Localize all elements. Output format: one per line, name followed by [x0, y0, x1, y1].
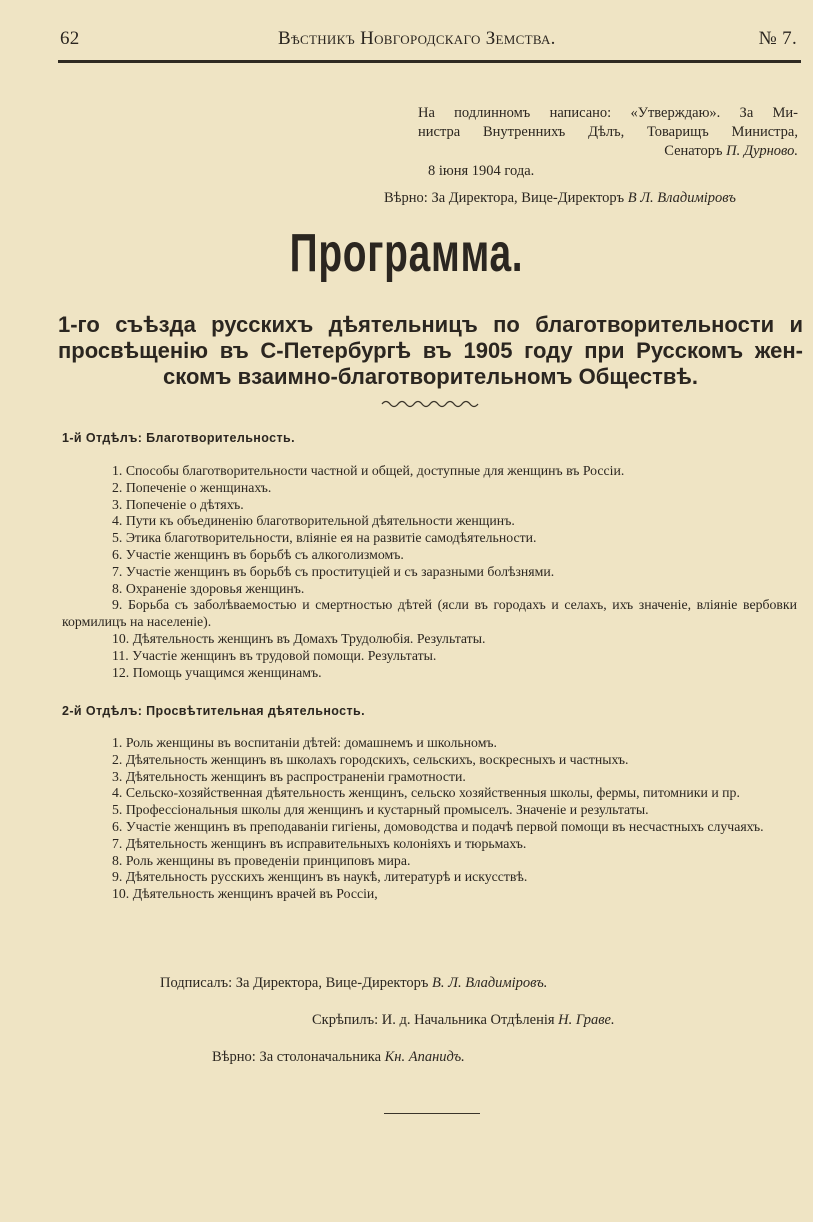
item-number: 5.	[112, 530, 123, 546]
item-text: Охраненіе здоровья женщинъ.	[125, 580, 305, 596]
signature-text: Скрѣпилъ: И. д. Начальника Отдѣленія	[312, 1012, 559, 1028]
approval-certification	[384, 189, 798, 208]
section2-heading: 2-й Отдѣлъ: Просвѣтительная дѣятельность.	[62, 704, 366, 718]
item-text: Участіе женщинъ въ преподаваніи гигіены, домоводства и подачѣ первой помощи въ несчастныхъ случаяхъ.	[125, 818, 764, 834]
item-number: 9.	[112, 869, 123, 885]
document-title: Программа.	[289, 223, 524, 283]
list-item	[62, 564, 797, 581]
item-number: 8.	[112, 580, 123, 596]
item-number: 7.	[112, 835, 123, 851]
list-item	[62, 497, 797, 514]
item-text: Дѣятельность женщинъ въ школахъ городскихъ, сельскихъ, воскресныхъ и частныхъ.	[125, 751, 629, 767]
list-item	[62, 631, 797, 648]
item-number: 12.	[112, 664, 130, 680]
subtitle-line: просвѣщенію въ С-Петербургѣ въ 1905 году при Русскомъ жен-	[58, 338, 803, 363]
approval-line: нистра Внутреннихъ Дѣлъ, Товарищъ Министра,	[418, 124, 798, 140]
wavy-divider	[380, 398, 484, 410]
item-text: Борьба съ заболѣваемостью и смертностью дѣтей (ясли въ городахъ и селахъ, ихъ значеніе, вліяніе вербовки кормилицъ на населеніе).	[62, 597, 797, 630]
item-text: Участіе женщинъ въ трудовой помощи. Результаты.	[132, 647, 437, 663]
list-item	[62, 853, 797, 870]
section1-list	[62, 463, 797, 681]
signature-true-copy	[212, 1049, 465, 1066]
list-item	[62, 547, 797, 564]
list-item	[62, 819, 797, 836]
subtitle-line: 1-го съѣзда русскихъ дѣятельницъ по благотворительности и	[58, 312, 803, 337]
item-number: 10.	[112, 886, 130, 902]
approval-block	[384, 104, 798, 208]
approval-date: 8 іюня 1904 года.	[428, 163, 535, 179]
item-text: Попеченіе о женщинахъ.	[125, 479, 272, 495]
list-item	[62, 463, 797, 480]
item-number: 11.	[112, 647, 129, 663]
item-text: Участіе женщинъ въ борьбѣ съ проституціей и съ заразными болѣзнями.	[125, 563, 555, 579]
item-text: Пути къ объединенію благотворительной дѣятельности женщинъ.	[125, 513, 515, 529]
item-number: 4.	[112, 785, 123, 801]
list-item	[62, 480, 797, 497]
item-text: Участіе женщинъ въ борьбѣ съ алкоголизмомъ.	[125, 546, 404, 562]
approval-signer-name: П. Дурново.	[726, 143, 798, 159]
approval-signer-title: Сенаторъ	[664, 143, 727, 159]
list-item	[62, 802, 797, 819]
item-number: 3.	[112, 496, 123, 512]
item-number: 10.	[112, 630, 130, 646]
item-number: 5.	[112, 802, 123, 818]
issue-number: № 7.	[758, 28, 797, 49]
item-number: 2.	[112, 751, 123, 767]
item-number: 7.	[112, 563, 123, 579]
signature-name: Кн. Апанидъ.	[384, 1049, 465, 1065]
item-number: 8.	[112, 852, 123, 868]
item-number: 9.	[112, 597, 123, 613]
signature-text: Подписалъ: За Директора, Вице-Директоръ	[160, 975, 433, 991]
list-item	[62, 869, 797, 886]
list-item	[62, 769, 797, 786]
subtitle-line: скомъ взаимно-благотворительномъ Обществѣ.	[163, 364, 698, 389]
item-text: Сельско-хозяйственная дѣятельность женщинъ, сельско хозяйственныя школы, фермы, питомники и пр.	[125, 785, 740, 801]
item-text: Дѣятельность женщинъ въ исправительныхъ колоніяхъ и тюрьмахъ.	[125, 835, 527, 851]
item-text: Дѣятельность женщинъ въ распространеніи грамотности.	[125, 768, 466, 784]
signature-name: Н. Граве.	[558, 1012, 615, 1028]
running-header	[60, 28, 797, 60]
signature-countersigned	[312, 1012, 615, 1029]
list-item	[62, 735, 797, 752]
section2-list	[62, 735, 797, 903]
signature-text: Вѣрно: За столоначальника	[212, 1049, 385, 1065]
item-text: Роль женщины въ проведеніи принциповъ мира.	[125, 852, 411, 868]
item-number: 4.	[112, 513, 123, 529]
list-item	[62, 836, 797, 853]
signature-name: В. Л. Владиміровъ.	[432, 975, 548, 991]
list-item	[62, 752, 797, 769]
item-number: 1.	[112, 463, 123, 478]
signature-signed	[160, 975, 547, 992]
end-rule	[384, 1113, 480, 1114]
certification-text: Вѣрно: За Директора, Вице-Директоръ	[384, 190, 628, 206]
document-subtitle	[58, 312, 803, 390]
list-item	[62, 530, 797, 547]
item-text: Роль женщины въ воспитаніи дѣтей: домашнемъ и школьномъ.	[125, 735, 498, 750]
approval-signer	[418, 142, 798, 161]
item-number: 6.	[112, 818, 123, 834]
item-number: 6.	[112, 546, 123, 562]
section1-heading: 1-й Отдѣлъ: Благотворительность.	[62, 431, 295, 445]
list-item	[62, 886, 797, 903]
item-number: 2.	[112, 479, 123, 495]
item-text: Способы благотворительности частной и общей, доступные для женщинъ въ Россіи.	[125, 463, 625, 478]
item-text: Попеченіе о дѣтяхъ.	[125, 496, 244, 512]
item-text: Этика благотворительности, вліяніе ея на развитіе самодѣятельности.	[125, 530, 537, 546]
list-item	[62, 785, 797, 802]
item-text: Профессіональныя школы для женщинъ и кустарный промыселъ. Значеніе и результаты.	[125, 802, 649, 818]
journal-title: Вѣстникъ Новгородскаго Земства.	[278, 28, 556, 49]
item-text: Дѣятельность женщинъ врачей въ Россіи,	[132, 886, 378, 902]
certification-name: В Л. Владиміровъ	[627, 190, 736, 206]
item-number: 1.	[112, 735, 123, 750]
item-text: Дѣятельность женщинъ въ Домахъ Трудолюбія. Результаты.	[132, 630, 486, 646]
list-item	[62, 648, 797, 665]
list-item	[62, 513, 797, 530]
header-rule	[58, 60, 801, 63]
list-item	[62, 597, 797, 631]
item-number: 3.	[112, 768, 123, 784]
approval-line: На подлинномъ написано: «Утверждаю». За Ми-	[418, 105, 798, 121]
item-text: Помощь учащимся женщинамъ.	[132, 664, 322, 680]
page-number: 62	[60, 28, 80, 49]
item-text: Дѣятельность русскихъ женщинъ въ наукѣ, литературѣ и искусствѣ.	[125, 869, 528, 885]
list-item	[62, 665, 797, 682]
list-item	[62, 581, 797, 598]
